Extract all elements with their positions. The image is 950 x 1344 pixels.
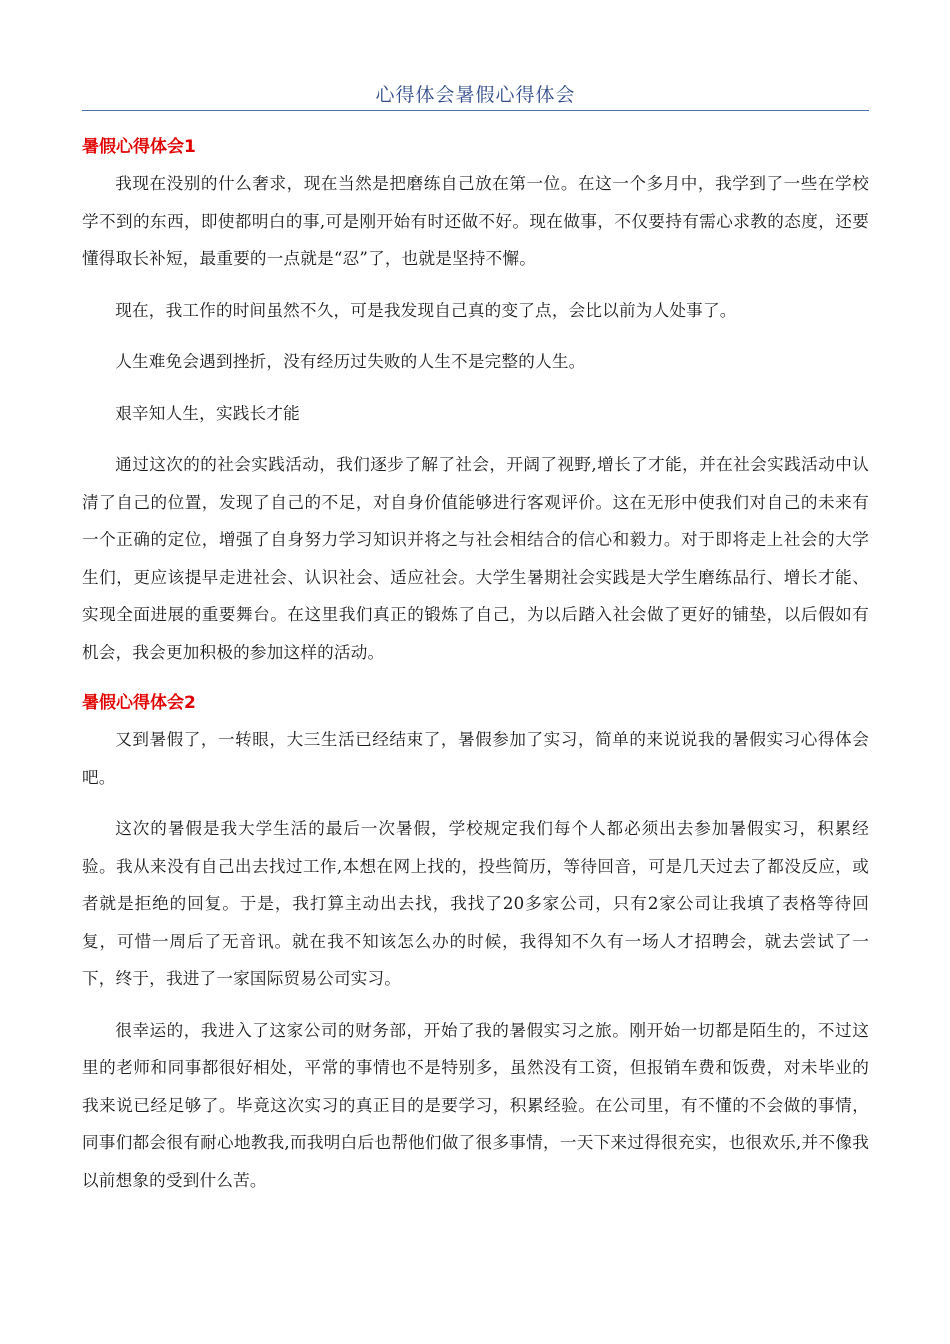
paragraph: 现在，我工作的时间虽然不久，可是我发现自己真的变了点，会比以前为人处事了。 [115, 300, 737, 320]
paragraph: 通过这次的的社会实践活动，我们逐步了解了社会，开阔了视野,增长了才能，并在社会实践活动中认清了自己的位置，发现了自己的不足，对自身价值能够进行客观评价。这在无形中使我们对自己的未来有一个正确的定位，增强了自身努力学习知识并将之与社会相结合的信心和毅力。对于即将走上社会的大学生们，更应该提早走进社会、认识社会、适应社会。大学生暑期社会实践是大学生磨练品行、增长才能、实现全面进展的重要舞台。在这里我们真正的锻炼了自己，为以后踏入社会做了更好的铺垫，以后假如有机会，我会更加积极的参加这样的活动。 [82, 455, 869, 662]
paragraph: 又到暑假了，一转眼，大三生活已经结束了，暑假参加了实习，简单的来说说我的暑假实习心得体会吧。 [82, 730, 869, 787]
title-underline [82, 110, 869, 111]
paragraph: 艰辛知人生，实践长才能 [115, 403, 300, 423]
section-heading: 暑假心得体会2 [82, 693, 196, 713]
paragraph: 我现在没别的什么奢求，现在当然是把磨练自己放在第一位。在这一个多月中，我学到了一些在学校学不到的东西，即使都明白的事,可是刚开始有时还做不好。现在做事，不仅要持有需心求教的态度，还要懂得取长补短，最重要的一点就是“忍”了，也就是坚持不懈。 [82, 174, 869, 268]
section-heading: 暑假心得体会1 [82, 137, 196, 157]
paragraph: 这次的暑假是我大学生活的最后一次暑假，学校规定我们每个人都必须出去参加暑假实习，积累经验。我从来没有自己出去找过工作,本想在网上找的，投些简历，等待回音，可是几天过去了都没反应，或者就是拒绝的回复。于是，我打算主动出去找，我找了20多家公司，只有2家公司让我填了表格等待回复，可惜一周后了无音讯。就在我不知该怎么办的时候，我得知不久有一场人才招聘会，就去尝试了一下，终于，我进了一家国际贸易公司实习。 [82, 819, 869, 988]
section-2 [82, 691, 869, 1199]
section-1 [82, 135, 869, 671]
paragraph: 人生难免会遇到挫折，没有经历过失败的人生不是完整的人生。 [115, 352, 586, 371]
document-page [82, 0, 869, 1199]
document-title: 心得体会暑假心得体会 [375, 84, 576, 106]
paragraph: 很幸运的，我进入了这家公司的财务部，开始了我的暑假实习之旅。刚开始一切都是陌生的，不过这里的老师和同事都很好相处，平常的事情也不是特别多，虽然没有工资，但报销车费和饭费，对未毕业的我来说已经足够了。毕竟这次实习的真正目的是要学习，积累经验。在公司里，有不懂的不会做的事情，同事们都会很有耐心地教我,而我明白后也帮他们做了很多事情，一天下来过得很充实，也很欢乐,并不像我以前想象的受到什么苦。 [82, 1020, 869, 1190]
